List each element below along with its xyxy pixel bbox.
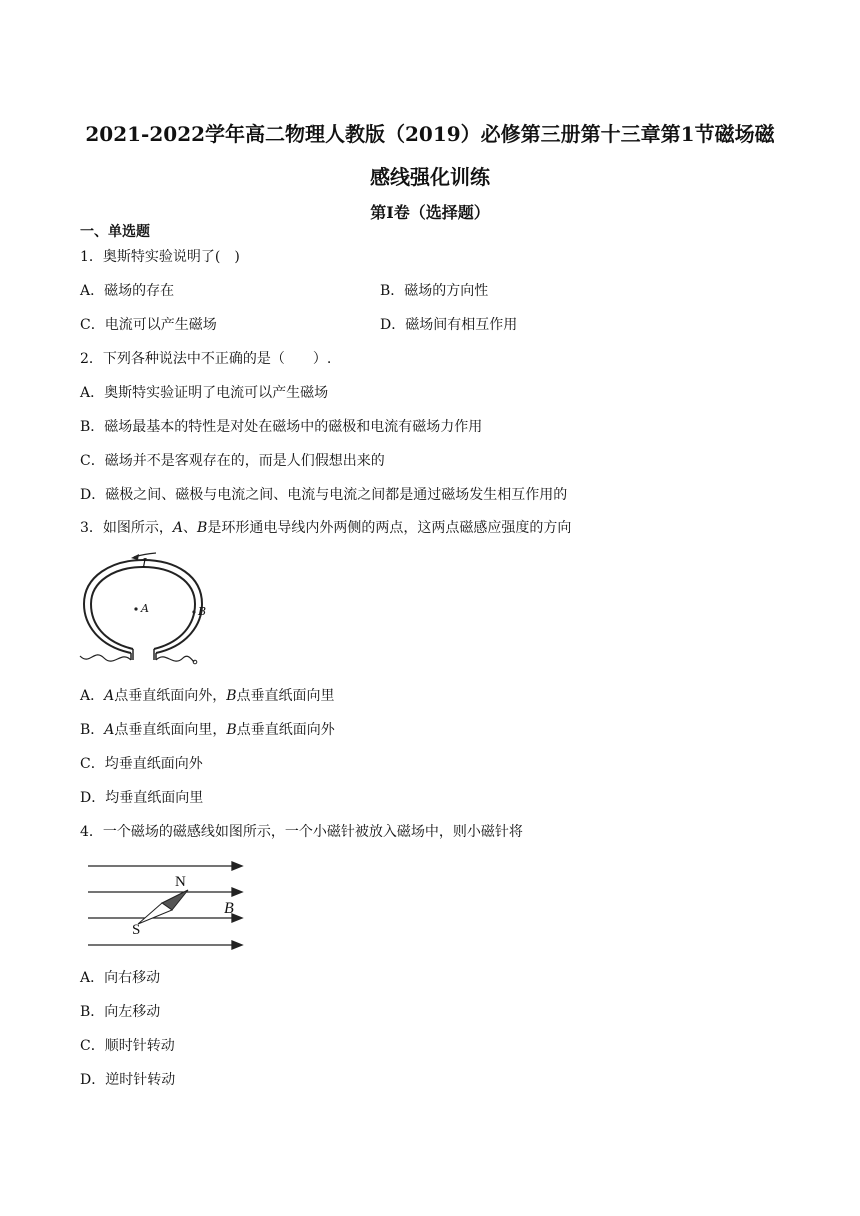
figure-label-south: S [132, 922, 141, 938]
q2-option-b: B．磁场最基本的特性是对处在磁场中的磁极和电流有磁场力作用 [80, 419, 483, 435]
q4-option-d: D．逆时针转动 [80, 1072, 176, 1088]
q2-option-d: D．磁极之间、磁极与电流之间、电流与电流之间都是通过磁场发生相互作用的 [80, 487, 568, 503]
q1-option-b: B．磁场的方向性 [380, 283, 489, 299]
magnetic-field-figure [86, 856, 246, 952]
q3-option-a: A．A点垂直纸面向外，B点垂直纸面向里 [80, 688, 335, 704]
figure-label-current: I [142, 556, 147, 570]
figure-label-north: N [175, 874, 186, 890]
q1-option-c: C．电流可以产生磁场 [80, 317, 217, 333]
volume-subtitle: 第I卷（选择题） [370, 203, 490, 222]
q2-stem: 2．下列各种说法中不正确的是（ ）. [80, 351, 332, 367]
q4-option-a: A．向右移动 [80, 970, 161, 986]
q1-option-a: A．磁场的存在 [80, 283, 175, 299]
q3-stem: 3．如图所示，A、B是环形通电导线内外两侧的两点，这两点磁感应强度的方向 [80, 520, 572, 536]
q2-option-a: A．奥斯特实验证明了电流可以产生磁场 [80, 385, 329, 401]
q2-option-c: C．磁场并不是客观存在的，而是人们假想出来的 [80, 453, 385, 469]
figure-label-field-b: B [224, 900, 234, 917]
figure-label-point-a: A [141, 602, 149, 615]
q1-stem: 1．奥斯特实验说明了( ) [80, 249, 240, 265]
document-title-line1: 2021-2022学年高二物理人教版（2019）必修第三册第十三章第1节磁场磁 [85, 122, 775, 146]
q3-option-d: D．均垂直纸面向里 [80, 790, 204, 806]
q3-option-b: B．A点垂直纸面向里，B点垂直纸面向外 [80, 722, 335, 738]
section-heading: 一、单选题 [80, 224, 150, 240]
q4-option-b: B．向左移动 [80, 1004, 161, 1020]
q4-stem: 4．一个磁场的磁感线如图所示，一个小磁针被放入磁场中，则小磁针将 [80, 824, 523, 840]
document-title-line2: 感线强化训练 [370, 165, 490, 189]
figure-label-point-b: B [198, 605, 207, 618]
q3-option-c: C．均垂直纸面向外 [80, 756, 203, 772]
q4-option-c: C．顺时针转动 [80, 1038, 175, 1054]
q1-option-d: D．磁场间有相互作用 [380, 317, 518, 333]
